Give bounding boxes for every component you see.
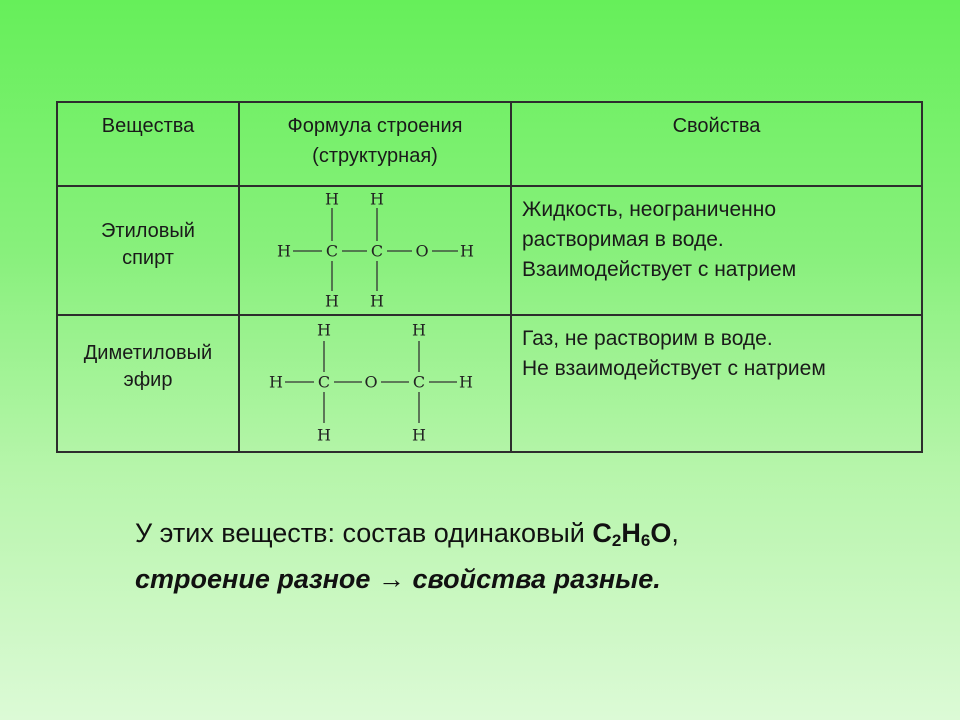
atom-h: H — [277, 241, 291, 261]
summary-intro: У этих веществ: состав одинаковый — [135, 518, 593, 548]
substance-name-line: эфир — [123, 368, 173, 391]
header-properties — [511, 102, 922, 186]
atom-h: H — [325, 189, 339, 209]
atom-c: C — [325, 241, 339, 261]
property-line: Газ, не растворим в воде. — [522, 327, 773, 350]
formula-o: O — [650, 518, 672, 548]
summary-comma: , — [671, 518, 679, 548]
atom-c: C — [317, 372, 331, 392]
atom-o: O — [364, 372, 378, 392]
structural-formula-dimethyl-ether — [239, 315, 511, 452]
dimethyl-ether-structure-diagram — [240, 316, 510, 451]
property-line: Взаимодействует с натрием — [522, 258, 797, 281]
substance-name-line: Этиловый — [101, 219, 195, 242]
summary-line-1 — [135, 510, 895, 556]
property-line: растворимая в воде. — [522, 228, 724, 251]
atom-h: H — [317, 320, 331, 340]
structural-formula-ethanol — [239, 186, 511, 315]
atom-h: H — [460, 241, 474, 261]
molecular-formula — [592, 518, 671, 548]
atom-o: O — [415, 241, 429, 261]
summary-line-2: строение разное → свойства разные. — [135, 564, 661, 594]
substance-name-line: Диметиловый — [83, 341, 213, 364]
header-formula — [239, 102, 511, 186]
atom-h: H — [370, 291, 384, 311]
formula-h-sub: 6 — [640, 531, 651, 550]
header-substances-label: Вещества — [101, 115, 195, 137]
property-line: Не взаимодействует с натрием — [522, 357, 826, 380]
formula-c-sub: 2 — [611, 531, 622, 550]
atom-h: H — [269, 372, 283, 392]
comparison-table — [56, 101, 923, 453]
table-header-row — [57, 102, 922, 186]
header-substances — [57, 102, 239, 186]
atom-h: H — [317, 425, 331, 445]
atom-h: H — [370, 189, 384, 209]
property-line: Жидкость, неограниченно — [522, 198, 776, 221]
atom-c: C — [370, 241, 384, 261]
substance-name-ethanol — [57, 186, 239, 315]
header-formula-sublabel: (структурная) — [312, 145, 438, 167]
ethanol-structure-diagram — [240, 187, 510, 314]
table-row-dimethyl-ether — [57, 315, 922, 452]
formula-h: H — [621, 518, 641, 548]
atom-h: H — [325, 291, 339, 311]
header-properties-label: Свойства — [672, 115, 761, 137]
header-formula-label: Формула строения — [287, 115, 463, 137]
table-row-ethanol — [57, 186, 922, 315]
substance-name-dimethyl-ether — [57, 315, 239, 452]
atom-c: C — [412, 372, 426, 392]
summary-text — [135, 510, 895, 602]
properties-ethanol — [511, 186, 922, 315]
properties-dimethyl-ether — [511, 315, 922, 452]
substance-name-line: спирт — [122, 246, 174, 269]
atom-h: H — [459, 372, 473, 392]
comparison-table-container — [56, 101, 921, 451]
atom-h: H — [412, 320, 426, 340]
atom-h: H — [412, 425, 426, 445]
formula-c: C — [592, 518, 612, 548]
